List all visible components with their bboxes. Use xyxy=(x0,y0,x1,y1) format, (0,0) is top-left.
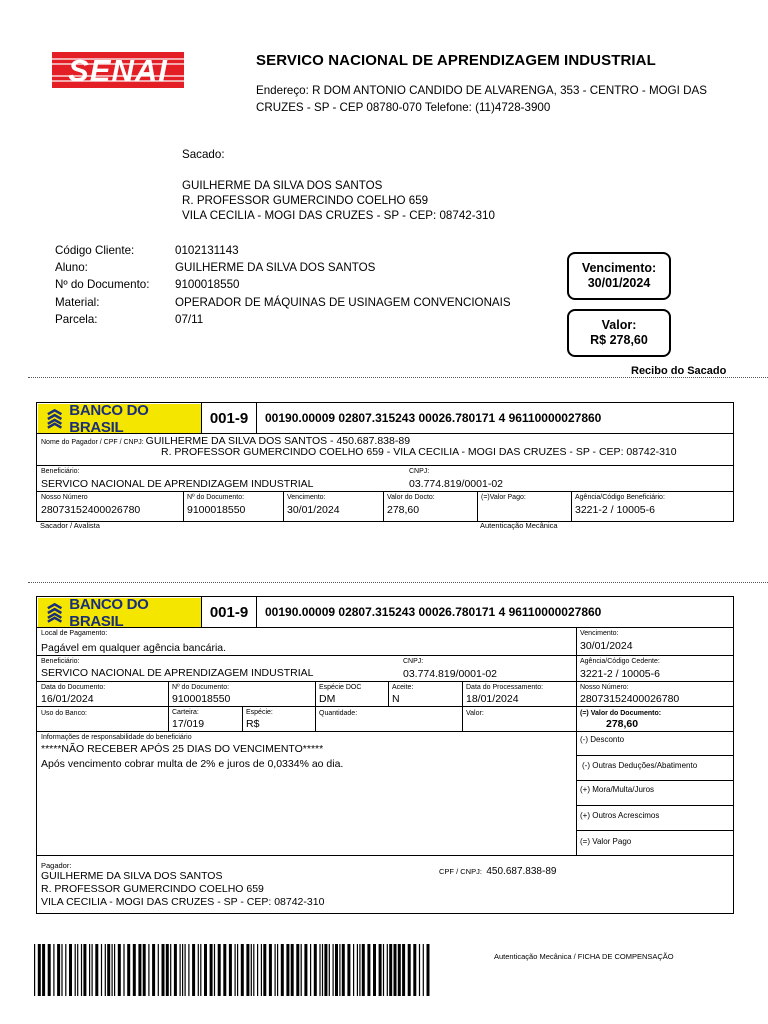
nosso-numero-value-2: 28073152400026780 xyxy=(580,693,680,705)
cut-line-1 xyxy=(28,377,768,378)
bank-logo-2: BANCO DO BRASIL xyxy=(38,598,202,628)
sacado-label: Sacado: xyxy=(182,148,225,161)
valor-doc-value-2: 278,60 xyxy=(606,718,639,730)
especie-value: R$ xyxy=(246,718,260,730)
carteira-value: 17/019 xyxy=(172,718,205,730)
vencimento-box: Vencimento: 30/01/2024 xyxy=(567,252,671,300)
num-doc-value-2: 9100018550 xyxy=(172,693,231,705)
cnpj-value-2: 03.774.819/0001-02 xyxy=(403,668,498,680)
cnpj-value: 03.774.819/0001-02 xyxy=(409,478,504,490)
banco-do-brasil-icon xyxy=(44,602,65,624)
local-pagamento-value: Pagável em qualquer agência bancária. xyxy=(41,642,227,654)
instrucao-1: *****NÃO RECEBER APÓS 25 DIAS DO VENCIMENTO***** xyxy=(41,743,324,755)
deducoes-label: (-) Outras Deduções/Abatimento xyxy=(582,761,698,770)
barcode xyxy=(34,944,434,996)
linha-digitavel-2: 00190.00009 02807.315243 00026.780171 4 96110000027860 xyxy=(265,605,602,619)
sacado-street: R. PROFESSOR GUMERCINDO COELHO 659 xyxy=(182,194,429,207)
mora-label: (+) Mora/Multa/Juros xyxy=(580,785,655,794)
ficha-compensacao: BANCO DO BRASIL 001-9 00190.00009 02807.315243 00026.780171 4 96110000027860 Local de Pagamento: Pagável em qualquer agência bancária. Vencimento: 30/01/2024 Beneficiário: SERVICO NACIONAL DE APRENDIZAGEM INDUSTRIAL CNPJ: 03.774.819/0001-02 Agência/Código Cedente: 3221-2 / 10005-6 Data do Documento: 16/01/2024 Nº do Documento: 9100018550 Espécie DOC DM Aceite: N Data do Processamento: 18/01/2024 Nosso Número: 28073152400026780 Uso do Banco: Carteira: 17/019 Espécie: R$ Quantidade: Valor: (=) Valor do Documento: 278,60 Informações de responsabilidade do beneficiário *****NÃO RECEBER APÓS 25 DIAS DO VENCIMENTO***** Após vencimento cobrar multa de 2% e juros de 0,0334% ao dia. (-) Desconto (-) Outras Deduções/Abatimento (+) Mora/Multa/Juros (+) Outros Acrescimos (=) Valor Pago Pagador: GUILHERME DA SILVA DOS SANTOS R. PROFESSOR GUMERCINDO COELHO 659 VILA CECILIA - MOGI DAS CRUZES - SP - CEP: 08742-310 CPF / CNPJ: 450.687.838-89 xyxy=(36,596,734,914)
recibo-boleto: BANCO DO BRASIL 001-9 00190.00009 02807.315243 00026.780171 4 96110000027860 Nome do Pagador / CPF / CNPJ: GUILHERME DA SILVA DOS SANTOS - 450.687.838-89 R. PROFESSOR GUMERCINDO COELHO 659 - VILA CECILIA - MOGI DAS CRUZES - SP - CEP: 08742-310 Beneficiário: SERVICO NACIONAL DE APRENDIZAGEM INDUSTRIAL CNPJ: 03.774.819/0001-02 Nosso Número 28073152400026780 Nº do Documento: 9100018550 Vencimento: 30/01/2024 Valor do Docto: 278,60 (=)Valor Pago: Agência/Código Beneficiário: 3221-2 / 10005-6 xyxy=(36,402,734,522)
sacado-name: GUILHERME DA SILVA DOS SANTOS xyxy=(182,179,383,192)
cpf-value: 450.687.838-89 xyxy=(486,866,557,877)
info-row-material: Material: OPERADOR DE MÁQUINAS DE USINAGEM CONVENCIONAIS xyxy=(55,295,511,309)
banco-do-brasil-icon xyxy=(44,408,65,430)
num-doc-value: 9100018550 xyxy=(187,504,246,516)
agencia-value-2: 3221-2 / 10005-6 xyxy=(580,668,660,680)
especie-doc-value: DM xyxy=(319,693,336,705)
linha-digitavel: 00190.00009 02807.315243 00026.780171 4 96110000027860 xyxy=(265,411,602,425)
valor-box: Valor: R$ 278,60 xyxy=(567,309,671,357)
vencimento-value-2: 30/01/2024 xyxy=(580,640,633,652)
instrucao-2: Após vencimento cobrar multa de 2% e juros de 0,0334% ao dia. xyxy=(41,758,344,770)
institution-address: Endereço: R DOM ANTONIO CANDIDO DE ALVARENGA, 353 - CENTRO - MOGI DAS CRUZES - SP - CEP 08780-070 Telefone: (11)4728-3900 xyxy=(256,84,707,114)
agencia-value: 3221-2 / 10005-6 xyxy=(575,504,655,516)
student-info xyxy=(55,244,511,330)
pagador-line1: GUILHERME DA SILVA DOS SANTOS - 450.687.838-89 xyxy=(145,435,411,447)
cut-line-2 xyxy=(28,582,768,583)
bank-code-2: 001-9 xyxy=(209,603,249,621)
aceite-value: N xyxy=(392,693,400,705)
recibo-do-sacado-label: Recibo do Sacado xyxy=(631,365,727,377)
pagador-label: Nome do Pagador / CPF / CNPJ: xyxy=(41,439,144,446)
vencimento-value: 30/01/2024 xyxy=(287,504,340,516)
beneficiario-value-2: SERVICO NACIONAL DE APRENDIZAGEM INDUSTRIAL xyxy=(41,667,314,679)
sacado-block xyxy=(182,178,495,223)
info-row-codigo: Código Cliente: 0102131143 xyxy=(55,244,239,257)
svg-text:SENAI: SENAI xyxy=(68,53,168,88)
sacador-avalista-label: Sacador / Avalista xyxy=(40,521,100,530)
pagador-name-2: GUILHERME DA SILVA DOS SANTOS xyxy=(41,870,223,882)
beneficiario-value: SERVICO NACIONAL DE APRENDIZAGEM INDUSTRIAL xyxy=(41,478,314,490)
pagador-line2: R. PROFESSOR GUMERCINDO COELHO 659 - VILA CECILIA - MOGI DAS CRUZES - SP - CEP: 08742-310 xyxy=(161,446,677,458)
data-doc-value: 16/01/2024 xyxy=(41,693,94,705)
institution-title: SERVICO NACIONAL DE APRENDIZAGEM INDUSTRIAL xyxy=(256,52,656,69)
bank-logo: BANCO DO BRASIL xyxy=(38,404,202,434)
ficha-autenticacao-label: Autenticação Mecânica / FICHA DE COMPENSAÇÃO xyxy=(494,952,674,961)
acrescimos-label: (+) Outros Acrescimos xyxy=(580,811,660,820)
desconto-label: (-) Desconto xyxy=(580,735,625,744)
cpf-label: CPF / CNPJ: xyxy=(439,867,482,876)
senai-logo xyxy=(52,52,184,88)
nosso-numero-value: 28073152400026780 xyxy=(41,504,141,516)
data-proc-value: 18/01/2024 xyxy=(466,693,519,705)
info-row-aluno: Aluno: GUILHERME DA SILVA DOS SANTOS xyxy=(55,261,376,275)
valor-pago-label: (=) Valor Pago xyxy=(580,837,632,846)
pagador-street-2: R. PROFESSOR GUMERCINDO COELHO 659 xyxy=(41,883,264,895)
valor-doc-value: 278,60 xyxy=(387,504,420,516)
autenticacao-label: Autenticação Mecânica xyxy=(480,521,558,530)
info-row-parcela: Parcela: 07/11 xyxy=(55,312,204,326)
bank-code: 001-9 xyxy=(209,409,249,427)
pagador-city-2: VILA CECILIA - MOGI DAS CRUZES - SP - CEP: 08742-310 xyxy=(41,896,325,908)
info-row-documento: Nº do Documento: 9100018550 xyxy=(55,278,240,292)
sacado-city: VILA CECILIA - MOGI DAS CRUZES - SP - CEP: 08742-310 xyxy=(182,209,495,222)
